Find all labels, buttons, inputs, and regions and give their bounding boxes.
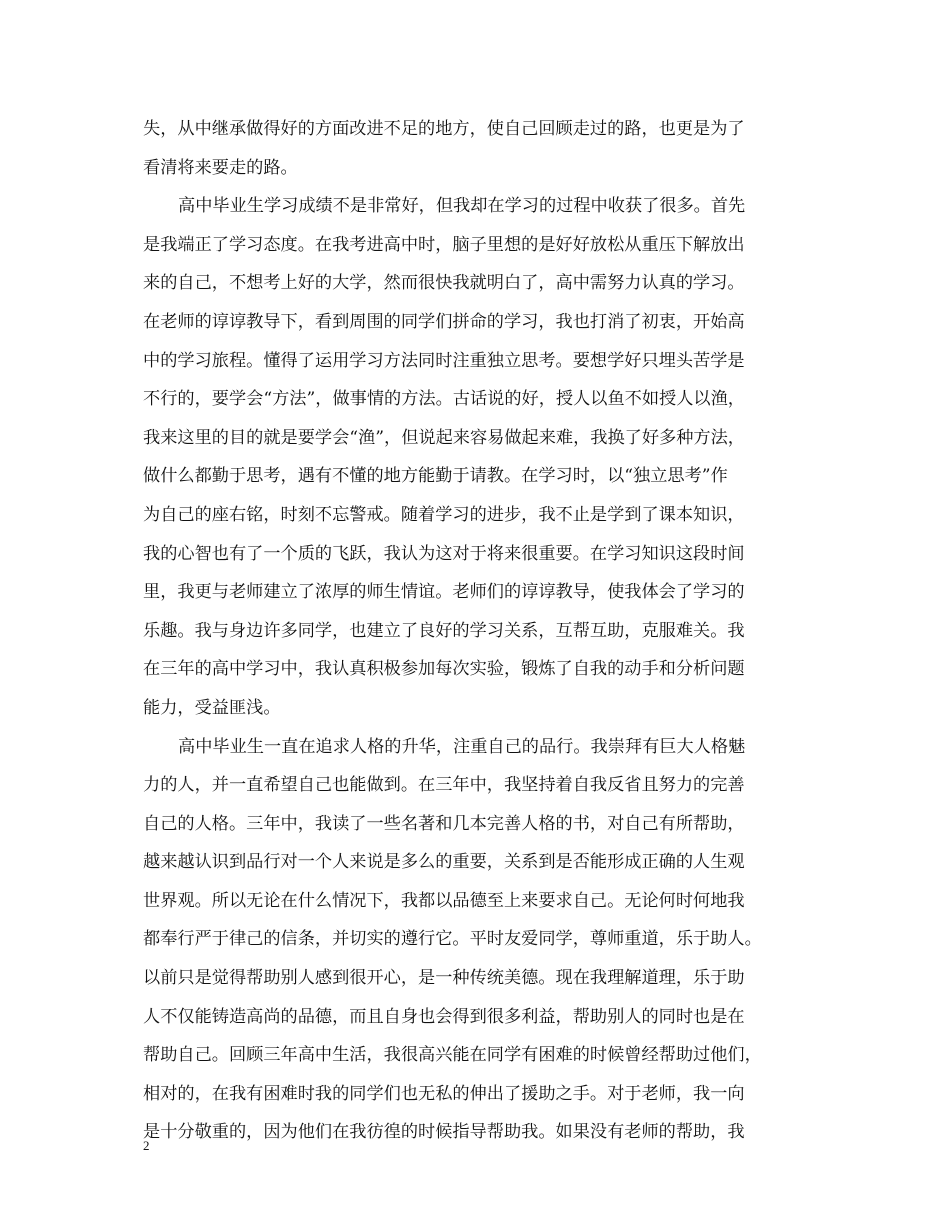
paragraph-first-line: 高中毕业生一直在追求人格的升华，注重自己的品行。我崇拜有巨大人格魅	[178, 736, 746, 757]
text-line: 做什么都勤于思考，遇有不懂的地方能勤于请教。在学习时，以“独立思考”作	[143, 466, 728, 487]
text-line: 人不仅能铸造高尚的品德，而且自身也会得到很多利益，帮助别人的同时也是在	[143, 1006, 745, 1027]
text-line: 是我端正了学习态度。在我考进高中时，脑子里想的是好好放松从重压下解放出	[143, 234, 745, 255]
text-line: 在老师的谆谆教导下，看到周围的同学们拼命的学习，我也打消了初衷，开始高	[143, 311, 745, 332]
text-line: 为自己的座右铭，时刻不忘警戒。随着学习的进步，我不止是学到了课本知识，	[143, 504, 745, 525]
text-line: 自己的人格。三年中，我读了一些名著和几本完善人格的书，对自己有所帮助，	[143, 813, 745, 834]
page-number: 2	[143, 1138, 150, 1153]
text-line: 相对的，在我有困难时我的同学们也无私的伸出了援助之手。对于老师，我一向	[143, 1083, 745, 1104]
text-line: 里，我更与老师建立了浓厚的师生情谊。老师们的谆谆教导，使我体会了学习的	[143, 582, 745, 603]
text-line: 是十分敬重的，因为他们在我彷徨的时候指导帮助我。如果没有老师的帮助，我	[143, 1122, 745, 1143]
text-line: 来的自己，不想考上好的大学，然而很快我就明白了，高中需努力认真的学习。	[143, 273, 745, 294]
text-line: 越来越认识到品行对一个人来说是多么的重要，关系到是否能形成正确的人生观	[143, 852, 745, 873]
text-line: 以前只是觉得帮助别人感到很开心，是一种传统美德。现在我理解道理，乐于助	[143, 968, 745, 989]
text-line: 中的学习旅程。懂得了运用学习方法同时注重独立思考。要想学好只埋头苦学是	[143, 350, 745, 371]
text-line: 能力，受益匪浅。	[143, 697, 281, 718]
text-line: 我来这里的目的就是要学会“渔”，但说起来容易做起来难，我换了好多种方法，	[143, 427, 745, 448]
text-line: 在三年的高中学习中，我认真积极参加每次实验，锻炼了自我的动手和分析问题	[143, 659, 745, 680]
text-line: 力的人，并一直希望自己也能做到。在三年中，我坚持着自我反省且努力的完善	[143, 775, 745, 796]
text-line: 不行的，要学会“方法”，做事情的方法。古话说的好，授人以鱼不如授人以渔，	[143, 389, 745, 410]
text-line: 看清将来要走的路。	[143, 157, 298, 178]
text-line: 帮助自己。回顾三年高中生活，我很高兴能在同学有困难的时候曾经帮助过他们，	[143, 1045, 762, 1066]
text-line: 我的心智也有了一个质的飞跃，我认为这对于将来很重要。在学习知识这段时间	[143, 543, 745, 564]
paragraph-first-line: 高中毕业生学习成绩不是非常好，但我却在学习的过程中收获了很多。首先	[178, 196, 746, 217]
text-line: 世界观。所以无论在什么情况下，我都以品德至上来要求自己。无论何时何地我	[143, 890, 745, 911]
text-line: 都奉行严于律己的信条，并切实的遵行它。平时友爱同学，尊师重道，乐于助人。	[143, 929, 762, 950]
text-line: 乐趣。我与身边许多同学，也建立了良好的学习关系，互帮互助，克服难关。我	[143, 620, 745, 641]
body-text	[143, 110, 813, 1152]
text-line: 失，从中继承做得好的方面改进不足的地方，使自己回顾走过的路，也更是为了	[143, 119, 745, 139]
